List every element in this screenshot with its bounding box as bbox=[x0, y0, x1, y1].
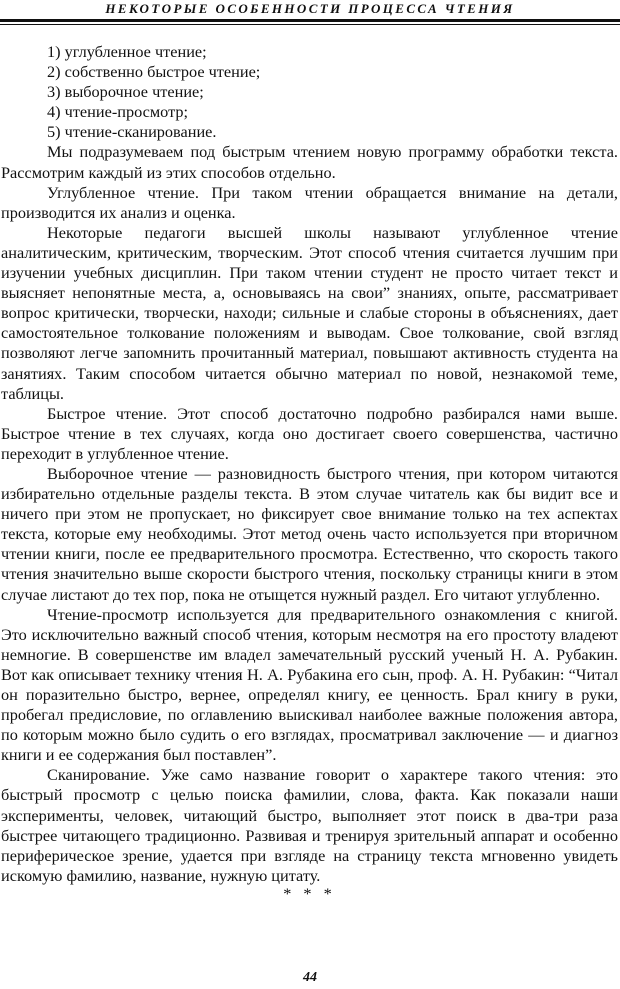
list-item: 2) собственно быстрое чтение; bbox=[47, 62, 261, 82]
paragraph-fast-reading: Быстрое чтение. Этот способ достаточно подробно разбирался нами выше. Быстрое чтение в тех случаях, когда оно достигает своего совершенства, частично переходит в углубленное чтение. bbox=[1, 403, 618, 463]
list-item: 4) чтение-просмотр; bbox=[47, 102, 189, 122]
paragraph-teachers: Некоторые педагоги высшей школы называют углубленное чтение аналитическим, критическим, творческим. Этот способ чтения считается лучшим при изучении учебных дисциплин. При таком чтении студент не просто читает текст и выясняет непонятные места, а, основываясь на свои” знаниях, опыте, рассматривает вопрос критически, творчески, находи; сильные и слабые стороны в объяснениях, дает самостоятельное толкование положениям и выводам. Свое толкование, свой взгляд позволяют легче запомнить прочитанный материал, повышают активность студента на занятиях. Таким способом читается обычно материал по новой, незнакомой теме, таблицы. bbox=[1, 222, 618, 403]
page-number: 44 bbox=[303, 970, 317, 985]
paragraph-deep-reading: Углубленное чтение. При таком чтении обращается внимание на детали, производится их анализ и оценка. bbox=[1, 182, 618, 222]
running-head: НЕКОТОРЫЕ ОСОБЕННОСТИ ПРОЦЕССА ЧТЕНИЯ bbox=[105, 1, 515, 16]
page-body bbox=[1, 42, 618, 902]
paragraph-scanning: Сканирование. Уже само название говорит о характере такого чтения: это быстрый просмотр с целью поиска фамилии, слова, факта. Как показали наши эксперименты, человек, читающий быстро, выполняет этот поиск в два-три раза быстрее читающего традиционно. Развивая и тренируя зрительный аппарат и особенно периферическое зрение, удается при взгляде на страницу текста мгновенно увидеть искомую фамилию, название, нужную цитату. bbox=[1, 765, 618, 885]
section-separator: * * * bbox=[283, 883, 336, 903]
header-rule-thick bbox=[0, 19, 620, 22]
paragraph-intro: Мы подразумеваем под быстрым чтением новую программу обработки текста. Рассмотрим каждый из этих способов отдельно. bbox=[1, 142, 618, 182]
paragraph-preview-reading: Чтение-просмотр используется для предварительного ознакомления с книгой. Это исключительно важный способ чтения, которым несмотря на его простоту владеют немногие. В совершенстве им владел замечательный русский ученый Н. А. Рубакин. Вот как описывает технику чтения Н. А. Рубакина его сын, проф. А. Н. Рубакин: “Читал он поразительно быстро, вернее, определял книгу, ее ценность. Брал книгу в руки, пробегал предисловие, по оглавлению выискивал наиболее важные положения автора, по которым можно было судить о его взглядах, просматривал заключение — и диагноз книги и ее содержания был поставлен”. bbox=[1, 604, 618, 765]
list-item: 1) углубленное чтение; bbox=[47, 42, 207, 61]
list-item: 5) чтение-сканирование. bbox=[47, 122, 217, 142]
paragraph-selective-reading: Выборочное чтение — разновидность быстрого чтения, при котором читаются избирательно отдельные разделы текста. В этом случае читатель как бы видит все и ничего при этом не пропускает, но фиксирует свое внимание только на тех аспектах текста, которые ему необходимы. Этот метод очень часто используется при вторичном чтении книги, после ее предварительного просмотра. Естественно, что скорость такого чтения значительно выше скорости быстрого чтения, поскольку страницы книги в этом случае листают до тех пор, пока не отыщется нужный раздел. Его читают углубленно. bbox=[1, 463, 618, 604]
header-rule-thin bbox=[0, 24, 620, 25]
list-item: 3) выборочное чтение; bbox=[47, 82, 204, 102]
